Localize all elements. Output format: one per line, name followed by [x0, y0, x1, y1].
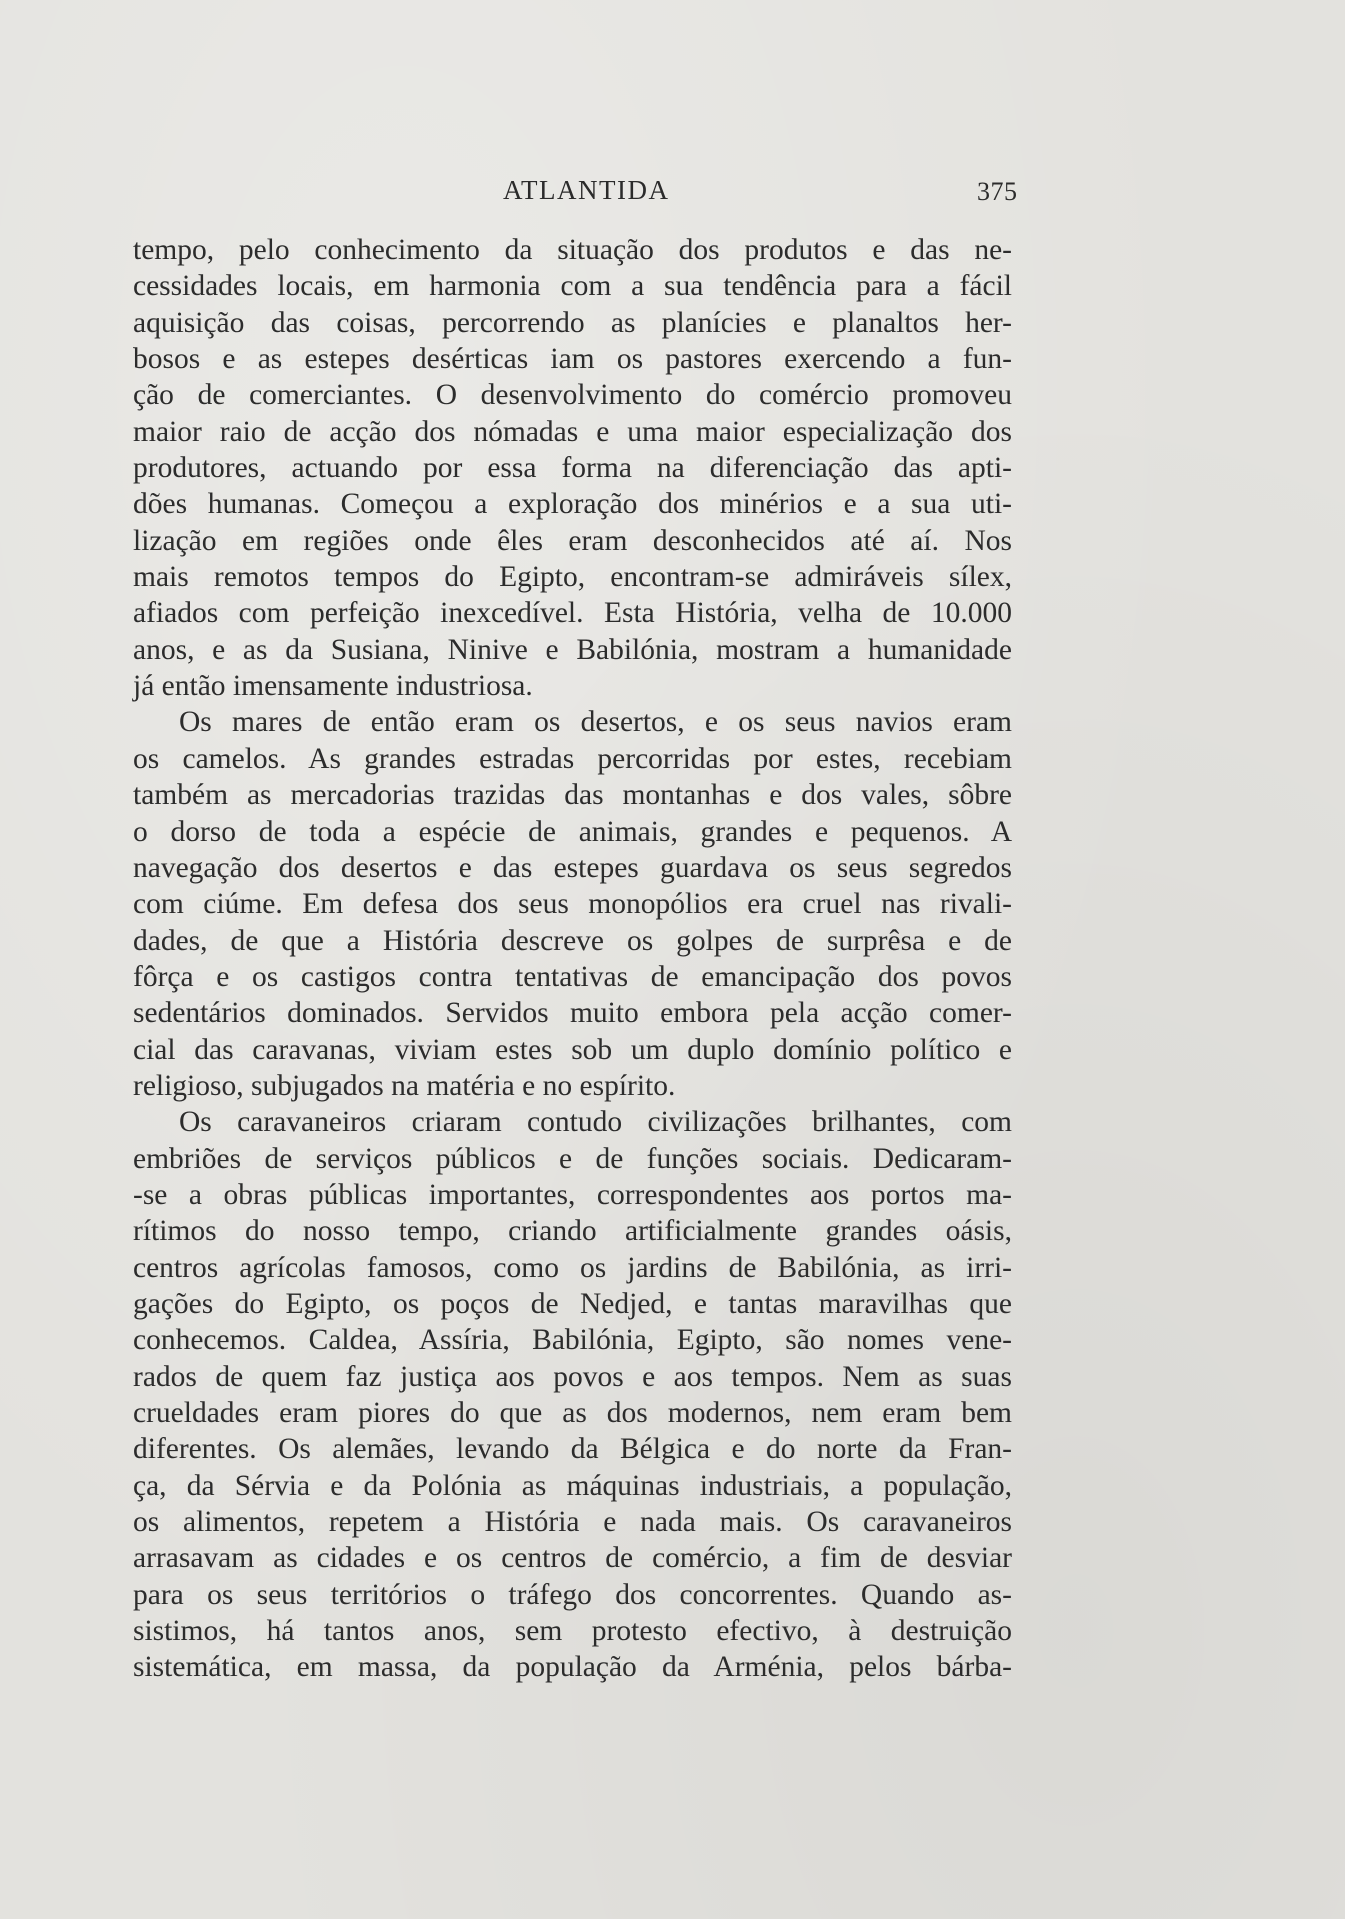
text-line: os alimentos, repetem a História e nada mais. Os caravaneiros: [133, 1506, 1012, 1539]
body-text: [133, 232, 1012, 1686]
text-line: dades, de que a História descreve os golpes de surprêsa e de: [133, 924, 1012, 957]
running-title: ATLANTIDA: [503, 175, 670, 205]
text-line: lização em regiões onde êles eram desconhecidos até aí. Nos: [133, 524, 1012, 557]
text-line: tempo, pelo conhecimento da situação dos produtos e das ne-: [133, 234, 1012, 266]
text-line: diferentes. Os alemães, levando da Bélgica e do norte da Fran-: [133, 1433, 1012, 1466]
text-line: sedentários dominados. Servidos muito embora pela acção comer-: [133, 997, 1012, 1030]
text-line: centros agrícolas famosos, como os jardins de Babilónia, as irri-: [133, 1251, 1012, 1284]
text-line: -se a obras públicas importantes, correspondentes aos portos ma-: [133, 1178, 1012, 1211]
text-line: fôrça e os castigos contra tentativas de emancipação dos povos: [133, 960, 1012, 993]
text-line: mais remotos tempos do Egipto, encontram-se admiráveis sílex,: [133, 561, 1012, 594]
text-line: religioso, subjugados na matéria e no espírito.: [133, 1069, 676, 1102]
text-line: rados de quem faz justiça aos povos e aos tempos. Nem as suas: [133, 1360, 1012, 1393]
text-line: aquisição das coisas, percorrendo as planícies e planaltos her-: [133, 306, 1012, 339]
text-line: anos, e as da Susiana, Ninive e Babilónia, mostram a humanidade: [133, 633, 1012, 666]
text-line: embriões de serviços públicos e de funções sociais. Dedicaram-: [133, 1142, 1012, 1175]
text-line: cessidades locais, em harmonia com a sua tendência para a fácil: [133, 270, 1012, 303]
text-line: sistemática, em massa, da população da Arménia, pelos bárba-: [133, 1651, 1012, 1684]
text-line: os camelos. As grandes estradas percorridas por estes, recebiam: [133, 742, 1012, 775]
text-line: maior raio de acção dos nómadas e uma maior especialização dos: [133, 415, 1012, 448]
text-line: ça, da Sérvia e da Polónia as máquinas industriais, a população,: [133, 1469, 1012, 1502]
text-line: também as mercadorias trazidas das montanhas e dos vales, sôbre: [133, 779, 1012, 812]
text-line: rítimos do nosso tempo, criando artificialmente grandes oásis,: [133, 1215, 1012, 1248]
text-line: ção de comerciantes. O desenvolvimento do comércio promoveu: [133, 379, 1012, 412]
text-line: para os seus territórios o tráfego dos concorrentes. Quando as-: [133, 1578, 1012, 1611]
text-line: produtores, actuando por essa forma na diferenciação das apti-: [133, 452, 1012, 485]
text-line: o dorso de toda a espécie de animais, grandes e pequenos. A: [133, 815, 1012, 848]
text-line: afiados com perfeição inexcedível. Esta História, velha de 10.000: [133, 597, 1012, 630]
text-line: conhecemos. Caldea, Assíria, Babilónia, Egipto, são nomes vene-: [133, 1324, 1012, 1357]
page-header: [0, 175, 1345, 215]
paragraph-first-line: Os caravaneiros criaram contudo civilizações brilhantes, com: [179, 1106, 1012, 1139]
text-line: sistimos, há tantos anos, sem protesto efectivo, à destruição: [133, 1615, 1012, 1648]
text-line: navegação dos desertos e das estepes guardava os seus segredos: [133, 851, 1012, 884]
paragraph-first-line: Os mares de então eram os desertos, e os seus navios eram: [179, 706, 1012, 739]
text-line: gações do Egipto, os poços de Nedjed, e tantas maravilhas que: [133, 1287, 1012, 1320]
text-line: com ciúme. Em defesa dos seus monopólios era cruel nas rivali-: [133, 888, 1012, 921]
text-line: dões humanas. Começou a exploração dos minérios e a sua uti-: [133, 488, 1012, 521]
text-line: cial das caravanas, viviam estes sob um duplo domínio político e: [133, 1033, 1012, 1066]
text-line: crueldades eram piores do que as dos modernos, nem eram bem: [133, 1397, 1012, 1429]
text-line: bosos e as estepes desérticas iam os pastores exercendo a fun-: [133, 343, 1012, 376]
text-line: já então imensamente industriosa.: [133, 670, 533, 703]
text-line: arrasavam as cidades e os centros de comércio, a fim de desviar: [133, 1542, 1012, 1575]
page-number: 375: [977, 177, 1018, 206]
